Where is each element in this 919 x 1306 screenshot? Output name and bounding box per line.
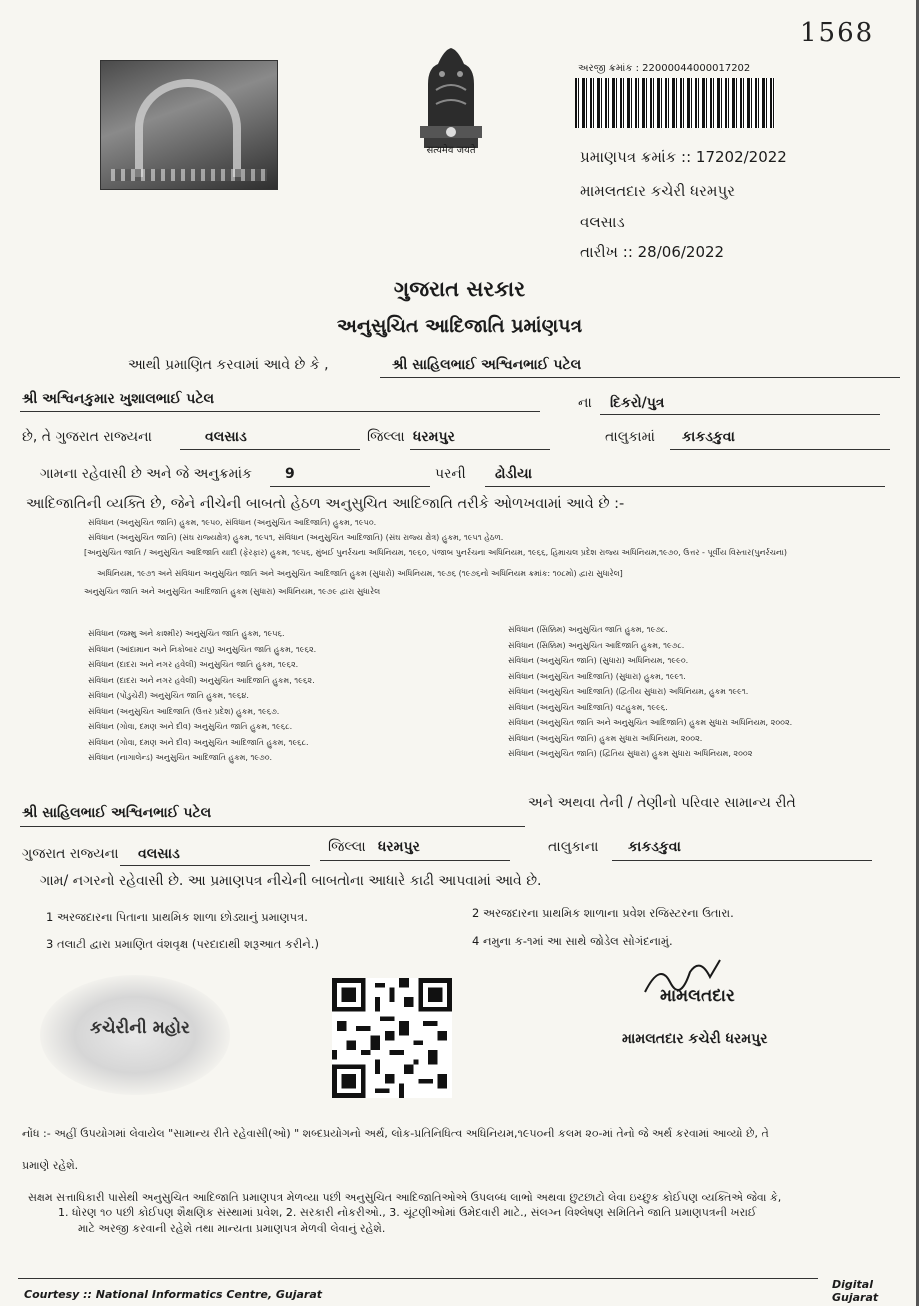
state-text: છે, તે ગુજરાત રાજ્યના (22, 429, 152, 445)
per-label: પરની (435, 466, 466, 482)
order-item: સંવિધાન (સિક્કિમ) અનુસુચિત જાતિ હુકમ, ૧૯૭૮. (508, 625, 668, 634)
footer-brand: Digital Gujarat (832, 1278, 879, 1304)
signatory-office: મામલતદાર કચેરી ધરમપુર (622, 1031, 768, 1047)
order-item: સંવિધાન (ગોવા, દમણ અને દીવ) અનુસુચિત આદિજાતિ હુકમ, ૧૯૬૮. (88, 737, 309, 747)
certification-intro: આથી પ્રમાણિત કરવામાં આવે છે કે , (128, 357, 329, 373)
order-item: સંવિધાન (અનુસુચિત આદિજાતિ (ઉત્તર પ્રદેશ) હુકમ, ૧૯૬૭. (88, 706, 280, 716)
recognition-text: આદિજાતિની વ્યક્તિ છે, જેને નીચેની બાબતો હેઠળ અનુસુચિત આદિજાતિ તરીકે ઓળખવામાં આવે છે :- (26, 496, 625, 512)
note-line: નોંધ :- અહીં ઉપયોગમાં લેવાયેલ "સામાન્ય રીતે રહેવાસી(ઓ) " શબ્દપ્રયોગનો અર્થ, લોક-પ્રતિનિધિત્વ અધિનિયમ,૧૯૫૦ની કલમ ૨૦-માં તેનો જે અર્થ કરવામાં આવ્યો છે, તે (22, 1127, 769, 1140)
state-text-2: ગુજરાત રાજ્યના (22, 846, 119, 862)
applicant-name-repeat: શ્રી સાહિલભાઈ અશ્વિનભાઈ પટેલ (22, 805, 212, 821)
order-item: સંવિધાન (અનુસુચિત આદિજાતિ) વટહુકમ, ૧૯૯૬. (508, 702, 668, 712)
issuing-office: મામલતદાર કચેરી ધરમપુર (580, 182, 735, 200)
certificate-title: અનુસુચિત આદિજાતિ પ્રમાંણપત્ર (336, 315, 583, 337)
order-item: સંવિધાન (જમ્મુ અને કાશ્મીર) અનુસુચિત જાતિ હુકમ, ૧૯૫૬. (88, 629, 285, 638)
order-line: સંવિધાન (અનુસુચિત જાતિ) (સંઘ રાજ્યક્ષેત્ર) હુકમ, ૧૯૫૧, સંવિધાન (અનુસુચિત આદિજાતિ) (સંઘ રાજ્ય ક્ષેત્ર) હુકમ, ૧૯૫૧ હેઠળ. (88, 533, 504, 542)
seal-text: કચેરીની મહોર (90, 1018, 190, 1038)
order-item: સંવિધાન (સિક્કિમ) અનુસુચિત આદિજાતિ હુકમ, ૧૯૭૮. (508, 640, 685, 650)
application-number: અરજી ક્રમાંક : 22000044000017202 (578, 63, 751, 74)
order-item: સંવિધાન (આંદામાન અને નિકોબાર ટાપુ) અનુસુચિત જાતિ હુકમ, ૧૯૬૨. (88, 644, 317, 654)
certificate-number: પ્રમાણપત્ર ક્રમાંક :: 17202/2022 (580, 148, 787, 166)
order-item: સંવિધાન (પોંડુચેરી) અનુસુચિત જાતિ હુકમ, ૧૯૬૪. (88, 691, 249, 700)
header-district: વલસાડ (580, 213, 625, 231)
order-item: સંવિધાન (અનુસુચિત જાતિ) (સુધારા) અધિનિયમ, ૧૯૯૦. (508, 656, 689, 665)
order-line: સંવિધાન (અનુસુચિત જાતિ) હુકમ, ૧૯૫૦, સંવિધાન (અનુસુચિત આદિજાતિ) હુકમ, ૧૯૫૦. (88, 518, 377, 527)
signatory-title: મામલતદાર (660, 986, 735, 1006)
emblem-caption: सत्यमेव जयते (426, 145, 476, 156)
resident-text: ગામના રહેવાસી છે અને જે અનુક્રમાંક (40, 466, 252, 482)
order-item: સંવિધાન (અનુસુચિત જાતિ) (દ્વિતિય સુધારા) હુકમ સુધારા અધિનિયમ, ૨૦૦૨ (508, 749, 753, 758)
district-2: વલસાડ (138, 846, 180, 862)
issue-date: તારીખ :: 28/06/2022 (580, 243, 725, 261)
left-orders-list (88, 626, 316, 766)
order-item: સંવિધાન (અનુસુચિત આદિજાતિ) (સુધારા) હુકમ, ૧૯૯૧. (508, 671, 686, 681)
order-item: સંવિધાન (અનુસુચિત આદિજાતિ) (દ્વિતીય સુધારા) અધિનિયમ, હુકમ ૧૯૯૧. (508, 687, 749, 696)
government-title: ગુજરાત સરકાર (393, 277, 526, 301)
document-item-2: 2 અરજદારના પ્રાથમિક શાળાના પ્રવેશ રજિસ્ટરના ઉતારા. (472, 906, 734, 920)
order-line: અનુસુચિત જાતિ અને અનુસુચિત આદિજાતિ હુકમ (સુધારા) અધિનિયમ, ૧૯૭૯ દ્વારા સુધારેલ (84, 587, 381, 596)
handwritten-number: 1568 (800, 18, 875, 48)
district-label: જિલ્લા (367, 429, 405, 445)
document-item-4: 4 નમુના ક-૧માં આ સાથે જોડેલ સોગંદનામું. (472, 934, 673, 948)
district: વલસાડ (205, 429, 247, 445)
taluka-label-2: તાલુકાના (548, 839, 599, 855)
order-line: [અનુસુચિત જાતિ / અનુસુચિત આદિજાતિ યાદી (ફેરફાર) હુકમ, ૧૯૫૬, મુંબઈ પુનર્રચના અધિનિયમ, ૧૯૬૦, પંજાબ પુનર્રચના અધિનિયમ, ૧૯૬૬, હિમાચલ પ્રદેશ રાજ્ય અધિનિયમ,૧૯૭૦, ઉત્તર - પૂર્વીય વિસ્તાર(પુનર્રચના) (84, 548, 788, 557)
father-name: શ્રી અશ્વિનકુમાર ખુશાલભાઈ પટેલ (22, 391, 215, 407)
taluka-2: ધરમપુર (378, 839, 420, 855)
barcode (575, 78, 775, 128)
tribe-name: ઢોડીયા (495, 466, 533, 482)
district-label-2: જિલ્લા (328, 839, 366, 855)
footer-courtesy: Courtesy :: National Informatics Centre, Gujarat (24, 1288, 323, 1301)
applicant-name: શ્રી સાહિલભાઈ અશ્વિનભાઈ પટેલ (392, 357, 582, 373)
applicant-photo (100, 60, 278, 190)
note-line: માટે અરજી કરવાની રહેશે તથા માન્યતા પ્રમાણપત્ર મેળવી લેવાનું રહેશે. (78, 1222, 386, 1235)
order-item: સંવિધાન (અનુસુચિત જાતિ) હુકમ સુધારા અધિનિયમ, ૨૦૦૨. (508, 733, 703, 743)
qr-code (332, 978, 452, 1098)
order-item: સંવિધાન (અનુસુચિત જાતિ અને અનુસુચિત આદિજાતિ) હુકમ સુધારા અધિનિયમ, ૨૦૦૨. (508, 718, 793, 727)
basis-text: ગામ/ નગરનો રહેવાસી છે. આ પ્રમાણપત્ર નીચેની બાબતોના આધારે કાઢી આપવામાં આવે છે. (40, 873, 542, 889)
document-item-1: 1 અરજદારના પિતાના પ્રાથમિક શાળા છોડ્યાનું પ્રમાણપત્ર. (46, 910, 308, 924)
order-item: સંવિધાન (દાદરા અને નગર હવેલી) અનુસુચિત જાતિ હુકમ, ૧૯૬૨. (88, 660, 299, 669)
order-item: સંવિધાન (દાદરા અને નગર હવેલી) અનુસુચિત આદિજાતિ હુકમ, ૧૯૬૨. (88, 675, 315, 685)
note-line: પ્રમાણે રહેશે. (22, 1159, 79, 1172)
village: કાકડકુવા (682, 429, 735, 445)
taluka-name: ધરમપુર (413, 429, 455, 445)
note-line: 1. ધોરણ ૧૦ પછી કોઈપણ શૈક્ષણિક સંસ્થામાં પ્રવેશ, 2. સરકારી નોકરીઓ., 3. ચૂંટણીઓમાં ઉમેદવારી માટે., સંલગ્ન વિશ્લેષણ સમિતિને જાતિ પ્રમાણપત્રની ખરાઈ (58, 1206, 757, 1219)
family-text: અને અથવા તેની / તેણીનો પરિવાર સામાન્ય રીતે (528, 795, 796, 811)
serial-number: 9 (285, 466, 295, 482)
village-2: કાકડકુવા (628, 839, 681, 855)
relation: દિકરો/પુત્ર (610, 395, 665, 411)
taluka-label: તાલુકામાં (605, 429, 655, 445)
order-item: સંવિધાન (નાગાલેન્ડ) અનુસુચિત આદિજાતિ હુકમ, ૧૯૭૦. (88, 753, 273, 762)
relation-prefix: ના (578, 395, 592, 411)
note-line: સક્ષમ સત્તાધિકારી પાસેથી અનુસુચિત આદિજાતિ પ્રમાણપત્ર મેળવ્યા પછી અનુસુચિત આદિજાતિઓએ ઉપલબ્ધ લાભો અથવા છુટછાટો લેવા ઇચ્છુક કોઈપણ વ્યક્તિએ જેવા કે, (28, 1191, 782, 1204)
order-line: અધિનિયમ, ૧૯૭૧ અને સંવિધાન અનુસુચિત જાતિ અને અનુસુચિત આદિજાતિ હુકમ (સુધારો) અધિનિયમ, ૧૯૭૬ (૧૯૭૬નો અધિનિયમ ક્રમાંક: ૧૦૮મો) દ્વારા સુધારેલ] (97, 569, 623, 578)
order-item: સંવિધાન (ગોવા, દમણ અને દીવ) અનુસુચિત જાતિ હુકમ, ૧૯૬૮. (88, 722, 293, 731)
right-orders-list (508, 622, 792, 762)
document-item-3: 3 તલાટી દ્વારા પ્રમાણિત વંશવૃક્ષ (પરદાદાથી શરૂઆત કરીને.) (46, 937, 319, 951)
national-emblem-icon (406, 40, 496, 158)
